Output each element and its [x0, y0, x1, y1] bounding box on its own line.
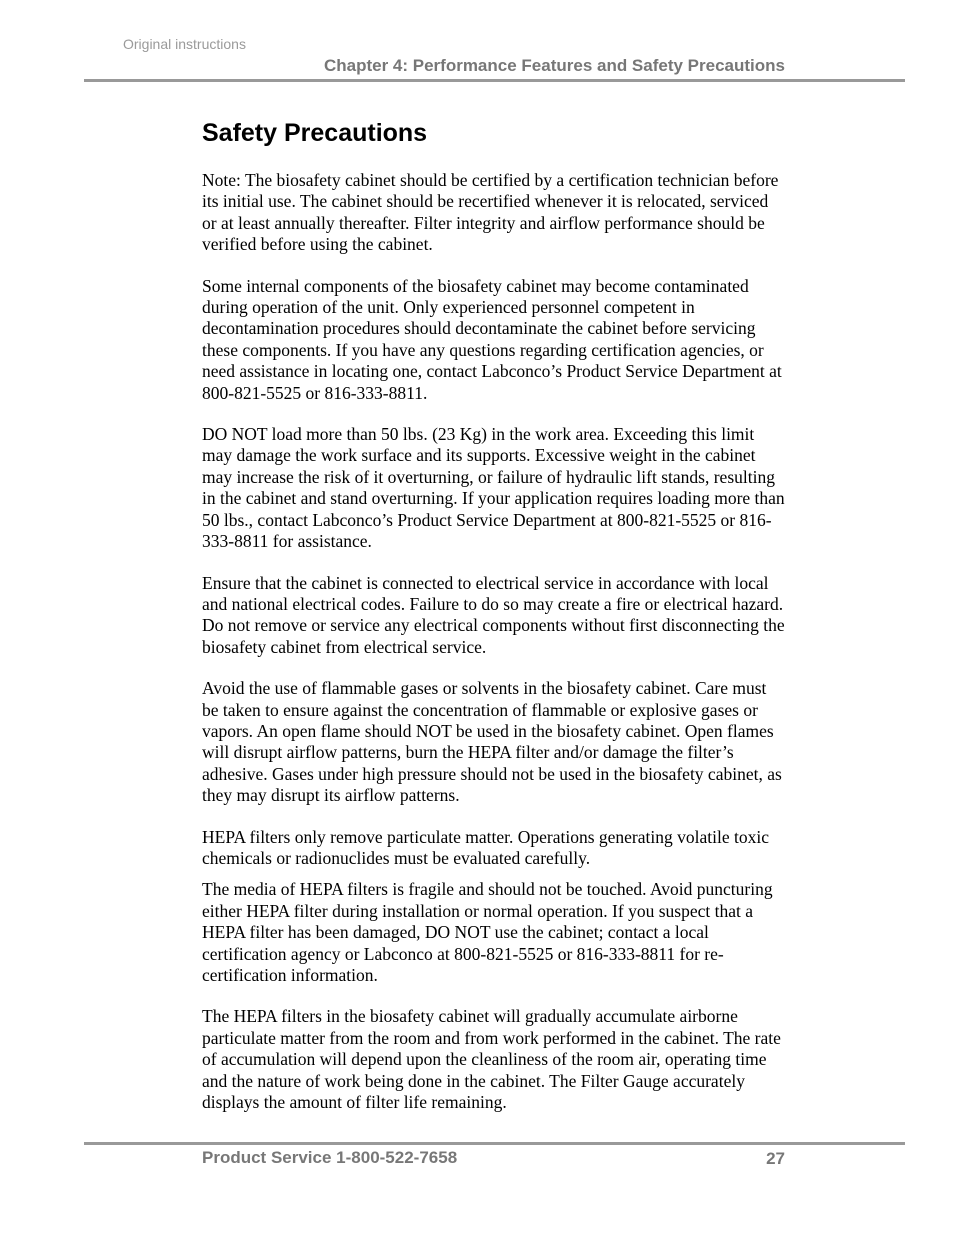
body-text — [202, 170, 787, 1113]
paragraph-flammable: Avoid the use of flammable gases or solvents in the biosafety cabinet. Care must be taken to ensure against the concentration of flammable or explosive gases or vapors. An open flame should NOT be used in the biosafety cabinet. Open flames will disrupt airflow patterns, burn the HEPA filter and/or damage the filter’s adhesive. Gases under high pressure should not be used in the biosafety cabinet, as they may disrupt its airflow patterns. — [202, 678, 782, 806]
paragraph-certification-note: Note: The biosafety cabinet should be certified by a certification technician before its initial use. The cabinet should be recertified whenever it is relocated, serviced or at least annually thereafter. Filter integrity and airflow performance should be verified before using the cabinet. — [202, 170, 779, 255]
paragraph-hepa-fragile: The media of HEPA filters is fragile and should not be touched. Avoid puncturing either HEPA filter during installation or normal operation. If you suspect that a HEPA filter has been damaged, DO NOT use the cabinet; contact a local certification agency or Labconco at 800-821-5525 or 816-333-8811 for re-certification information. — [202, 879, 773, 985]
page-title: Safety Precautions — [202, 119, 428, 147]
paragraph-hepa-particulate: HEPA filters only remove particulate matter. Operations generating volatile toxic chemicals or radionuclides must be evaluated carefully. — [202, 826, 769, 868]
chapter-header: Chapter 4: Performance Features and Safety Precautions — [323, 56, 785, 75]
paragraph-filter-gauge: The HEPA filters in the biosafety cabinet will gradually accumulate airborne particulate matter from the room and from work performed in the cabinet. The rate of accumulation will depend upon the cleanliness of the room air, operating time and the nature of work being done in the cabinet. The Filter Gauge accurately displays the amount of filter life remaining. — [202, 1006, 781, 1113]
page-number: 27 — [766, 1149, 785, 1168]
header-rule — [84, 79, 905, 82]
footer-rule — [84, 1142, 905, 1145]
original-instructions-note: Original instructions — [123, 36, 246, 52]
paragraph-contamination: Some internal components of the biosafety cabinet may become contaminated during operation of the unit. Only experienced personnel competent in decontamination procedures should decontaminate the cabinet before servicing these components. If you have any questions regarding certification agencies, or need assistance in locating one, contact Labconco’s Product Service Department at 800-821-5525 or 816-333-8811. — [202, 275, 782, 403]
footer-product-service: Product Service 1-800-522-7658 — [202, 1148, 458, 1167]
paragraph-load-limit: DO NOT load more than 50 lbs. (23 Kg) in the work area. Exceeding this limit may damage the work surface and its supports. Excessive weight in the cabinet may increase the risk of it overturning, or failure of hydraulic lift stands, resulting in the cabinet and stand overturning. If your application requires loading more than 50 lbs., contact Labconco’s Product Service Department at 800-821-5525 or 816-333-8811 for assistance. — [202, 424, 785, 552]
paragraph-electrical: Ensure that the cabinet is connected to electrical service in accordance with local and national electrical codes. Failure to do so may create a fire or electrical hazard. Do not remove or service any electrical components without first disconnecting the biosafety cabinet from electrical service. — [202, 572, 785, 657]
